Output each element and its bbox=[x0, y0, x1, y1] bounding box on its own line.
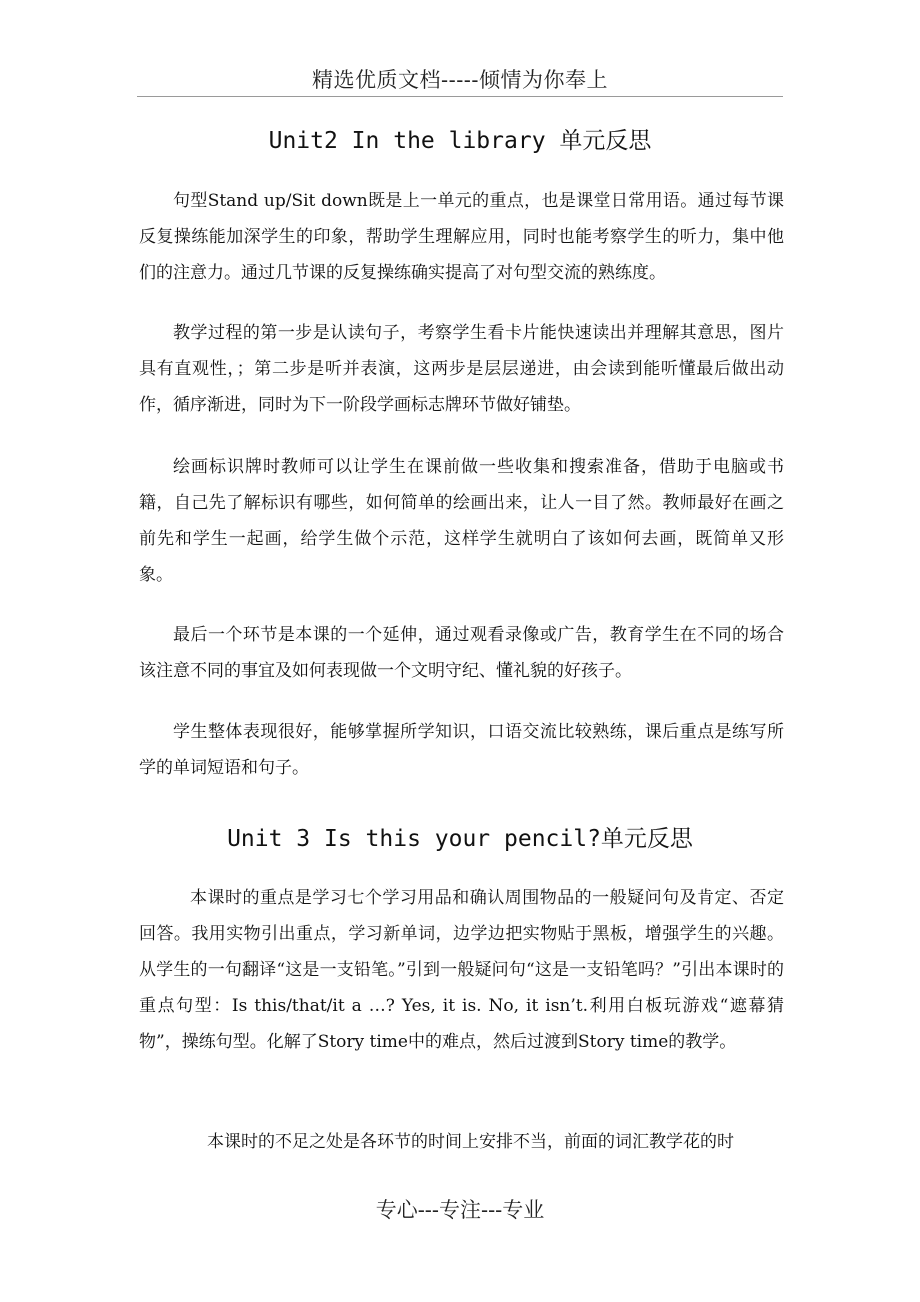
page-footer: 专心---专注---专业 bbox=[375, 1198, 545, 1222]
unit2-paragraph-3: 绘画标识牌时教师可以让学生在课前做一些收集和搜索准备，借助于电脑或书籍，自己先了解标识有哪些，如何简单的绘画出来，让人一目了然。教师最好在画之前先和学生一起画，给学生做个示范，这样学生就明白了该如何去画，既简单又形象。 bbox=[139, 457, 784, 585]
unit3-title: Unit 3 Is this your pencil?单元反思 bbox=[227, 826, 693, 852]
unit3-paragraph-1: 本课时的重点是学习七个学习用品和确认周围物品的一般疑问句及肯定、否定回答。我用实物引出重点，学习新单词，边学边把实物贴于黑板，增强学生的兴趣。从学生的一句翻译“这是一支铅笔。”引到一般疑问句“这是一支铅笔吗？”引出本课时的重点句型：Is this/that/it a …? Yes, it is. No, it isn’t.利用白板玩游戏“遮幕猜物”，操练句型。化解了Story time中的难点，然后过渡到Story time的教学。 bbox=[139, 888, 784, 1052]
unit2-title: Unit2 In the library 单元反思 bbox=[268, 128, 652, 154]
unit2-paragraph-2: 教学过程的第一步是认读句子，考察学生看卡片能快速读出并理解其意思，图片具有直观性，；第二步是听并表演，这两步是层层递进，由会读到能听懂最后做出动作，循序渐进，同时为下一阶段学画标志牌环节做好铺垫。 bbox=[139, 323, 784, 415]
header-divider bbox=[137, 96, 783, 97]
unit3-paragraph-2: 本课时的不足之处是各环节的时间上安排不当，前面的词汇教学花的时 bbox=[207, 1132, 734, 1152]
unit2-paragraph-4: 最后一个环节是本课的一个延伸，通过观看录像或广告，教育学生在不同的场合该注意不同的事宜及如何表现做一个文明守纪、懂礼貌的好孩子。 bbox=[139, 625, 784, 681]
unit2-paragraph-1: 句型Stand up/Sit down既是上一单元的重点，也是课堂日常用语。通过每节课反复操练能加深学生的印象，帮助学生理解应用，同时也能考察学生的听力，集中他们的注意力。通过几节课的反复操练确实提高了对句型交流的熟练度。 bbox=[139, 191, 784, 283]
page-header: 精选优质文档-----倾情为你奉上 bbox=[312, 68, 608, 92]
unit2-paragraph-5: 学生整体表现很好，能够掌握所学知识，口语交流比较熟练，课后重点是练写所学的单词短语和句子。 bbox=[139, 722, 784, 778]
